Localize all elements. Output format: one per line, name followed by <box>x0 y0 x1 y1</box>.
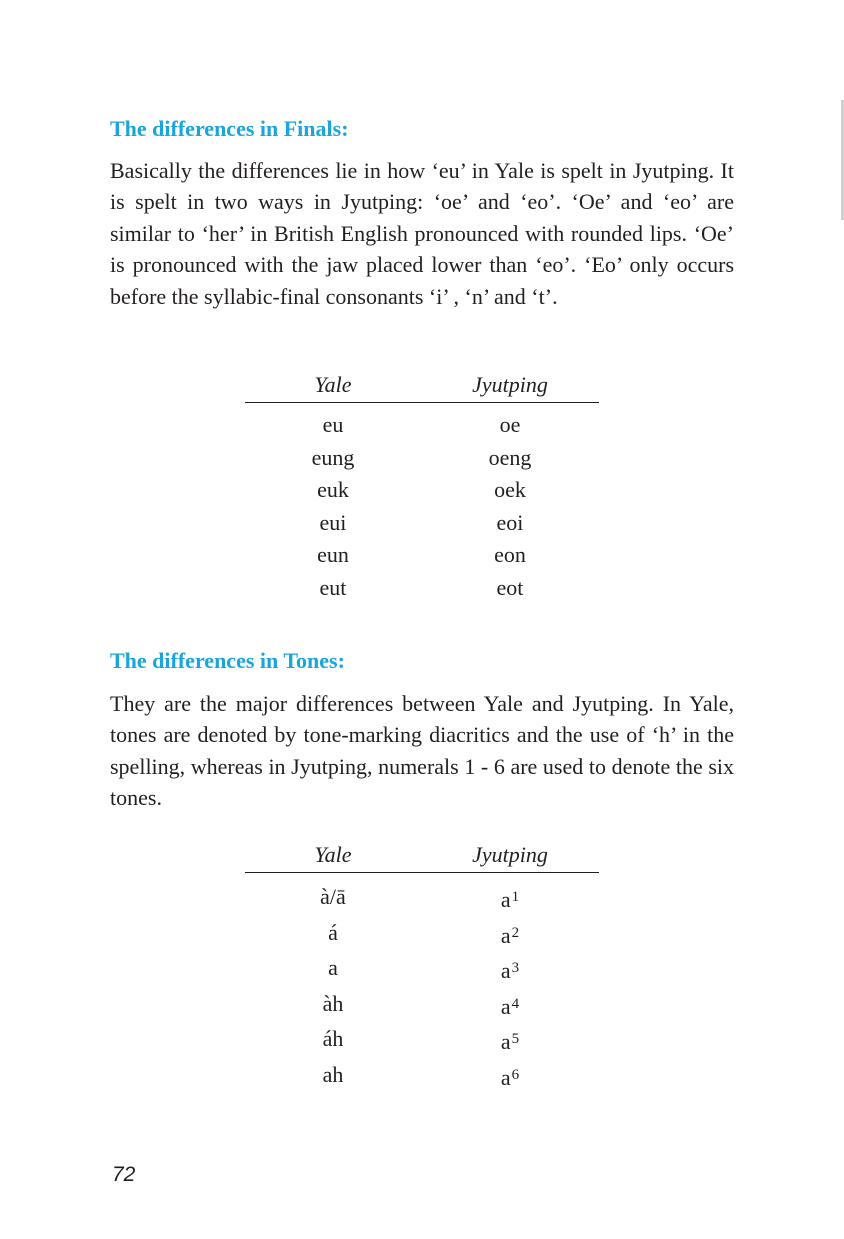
tone-number: 5 <box>511 1031 520 1047</box>
jyutping-cell: oe <box>499 412 521 437</box>
yale-cell: ah <box>322 1061 344 1087</box>
tones-col-yale: Yale <box>314 842 352 867</box>
finals-col-jyutping: Jyutping <box>472 372 548 397</box>
yale-cell: à/ā <box>320 884 346 909</box>
jyutping-syllable: a <box>500 1029 511 1054</box>
yale-cell: eui <box>319 509 347 535</box>
yale-cell: àh <box>322 990 344 1016</box>
tone-number: 3 <box>511 960 520 976</box>
tones-col-jyutping: Jyutping <box>472 842 548 867</box>
tones-heading: The differences in Tones: <box>110 648 345 673</box>
jyutping-cell <box>450 884 570 913</box>
jyutping-cell <box>450 920 570 949</box>
jyutping-syllable: a <box>500 958 511 983</box>
page-number: 72 <box>112 1163 136 1186</box>
yale-cell: á <box>328 919 338 945</box>
tone-number: 6 <box>511 1066 520 1083</box>
jyutping-syllable: a <box>500 993 511 1019</box>
yale-cell: eu <box>322 412 344 437</box>
finals-col-yale: Yale <box>314 372 352 397</box>
table-row <box>245 477 599 510</box>
jyutping-cell: oeng <box>488 444 532 470</box>
table-row <box>245 1026 599 1062</box>
tones-paragraph: They are the major differences between Yale and Jyutping. In Yale, tones are denoted by tone-marking diacritics and the use of ‘h’ in the spelling, whereas in Jyutping, numerals 1 - 6 are used to denote the six tones. <box>110 691 734 811</box>
tone-number: 2 <box>511 924 520 941</box>
finals-heading: The differences in Finals: <box>110 116 349 141</box>
table-row <box>245 1062 599 1098</box>
table-row <box>245 412 599 445</box>
table-row <box>245 575 599 608</box>
yale-cell: a <box>328 955 338 980</box>
table-row <box>245 991 599 1027</box>
table-row <box>245 884 599 920</box>
jyutping-syllable: a <box>500 1064 511 1090</box>
yale-cell: eung <box>311 444 355 470</box>
finals-table-header <box>245 368 599 403</box>
table-row <box>245 445 599 478</box>
jyutping-syllable: a <box>500 887 511 912</box>
jyutping-syllable: a <box>500 922 511 948</box>
jyutping-cell <box>450 1026 570 1055</box>
yale-cell: eun <box>317 542 349 567</box>
tones-table <box>245 838 599 1097</box>
jyutping-cell: eon <box>494 542 526 567</box>
tone-number: 1 <box>511 889 520 905</box>
table-row <box>245 542 599 575</box>
tones-table-header <box>245 838 599 873</box>
table-row <box>245 920 599 956</box>
jyutping-cell: eot <box>496 574 524 600</box>
jyutping-cell <box>450 991 570 1020</box>
jyutping-cell <box>450 1062 570 1091</box>
finals-table <box>245 368 599 607</box>
yale-cell: áh <box>322 1026 344 1051</box>
tone-number: 4 <box>511 995 520 1012</box>
yale-cell: eut <box>319 574 347 600</box>
jyutping-cell <box>450 955 570 984</box>
table-row <box>245 955 599 991</box>
table-row <box>245 510 599 543</box>
jyutping-cell: oek <box>494 477 526 502</box>
finals-paragraph: Basically the differences lie in how ‘eu’ in Yale is spelt in Jyutping. It is spelt in two ways in Jyutping: ‘oe’ and ‘eo’. ‘Oe’ and ‘eo’ are similar to ‘her’ in British English pronounced with rounded lips. ‘Oe’ is pronounced with the jaw placed lower than ‘eo’. ‘Eo’ only occurs before the syllabic-final consonants ‘i’ , ‘n’ and ‘t’. <box>110 158 734 309</box>
yale-cell: euk <box>317 477 349 502</box>
jyutping-cell: eoi <box>496 509 524 535</box>
